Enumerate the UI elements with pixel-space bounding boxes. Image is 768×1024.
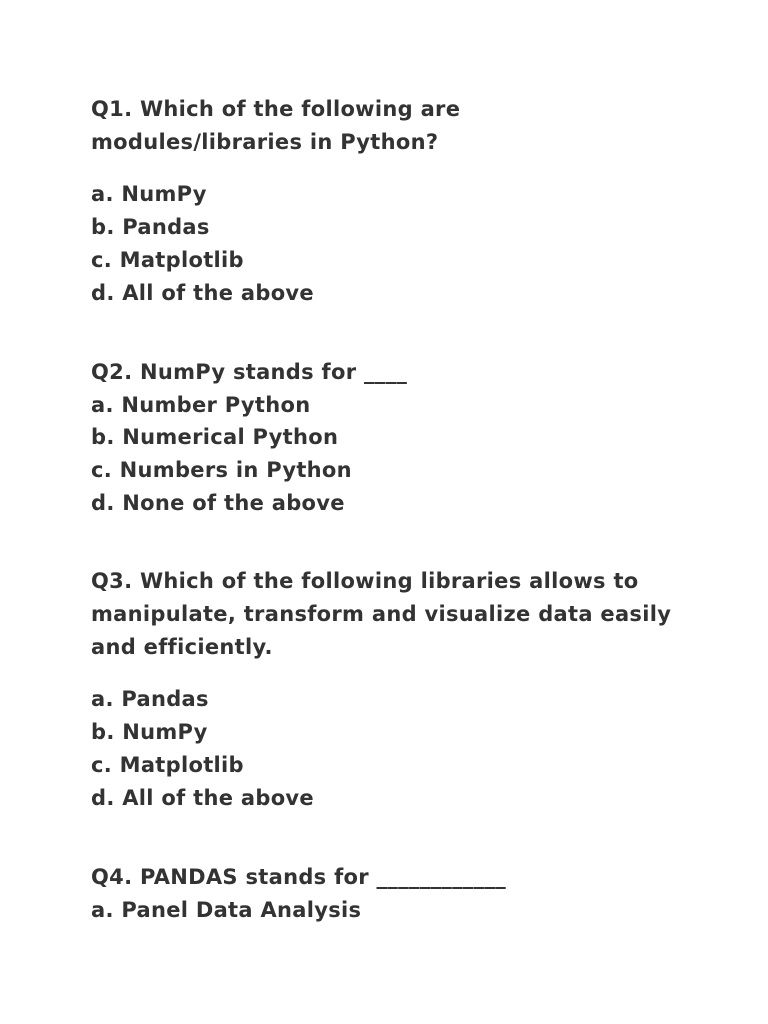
question-3-option-b: b. NumPy	[91, 720, 208, 744]
question-3-text-line-1: Q3. Which of the following libraries allows to	[91, 569, 639, 593]
question-1-option-c: c. Matplotlib	[91, 248, 244, 272]
question-1-option-b: b. Pandas	[91, 215, 210, 239]
question-4-option-a: a. Panel Data Analysis	[91, 898, 362, 922]
question-2-option-c: c. Numbers in Python	[91, 458, 352, 482]
question-1-text-line-1: Q1. Which of the following are	[91, 97, 461, 121]
question-2-option-d: d. None of the above	[91, 491, 345, 515]
question-2-option-a: a. Number Python	[91, 393, 311, 417]
question-2-text-line-1: Q2. NumPy stands for ____	[91, 360, 408, 384]
question-3-option-c: c. Matplotlib	[91, 753, 244, 777]
question-4-text-line-1: Q4. PANDAS stands for ____________	[91, 865, 507, 889]
question-3-text-line-2: manipulate, transform and visualize data easily	[91, 602, 672, 626]
question-3-text-line-3: and efficiently.	[91, 635, 273, 659]
question-2-option-b: b. Numerical Python	[91, 425, 339, 449]
question-1-option-a: a. NumPy	[91, 182, 207, 206]
question-3-option-a: a. Pandas	[91, 687, 209, 711]
question-1-option-d: d. All of the above	[91, 281, 314, 305]
question-1-text-line-2: modules/libraries in Python?	[91, 130, 439, 154]
question-3-option-d: d. All of the above	[91, 786, 314, 810]
